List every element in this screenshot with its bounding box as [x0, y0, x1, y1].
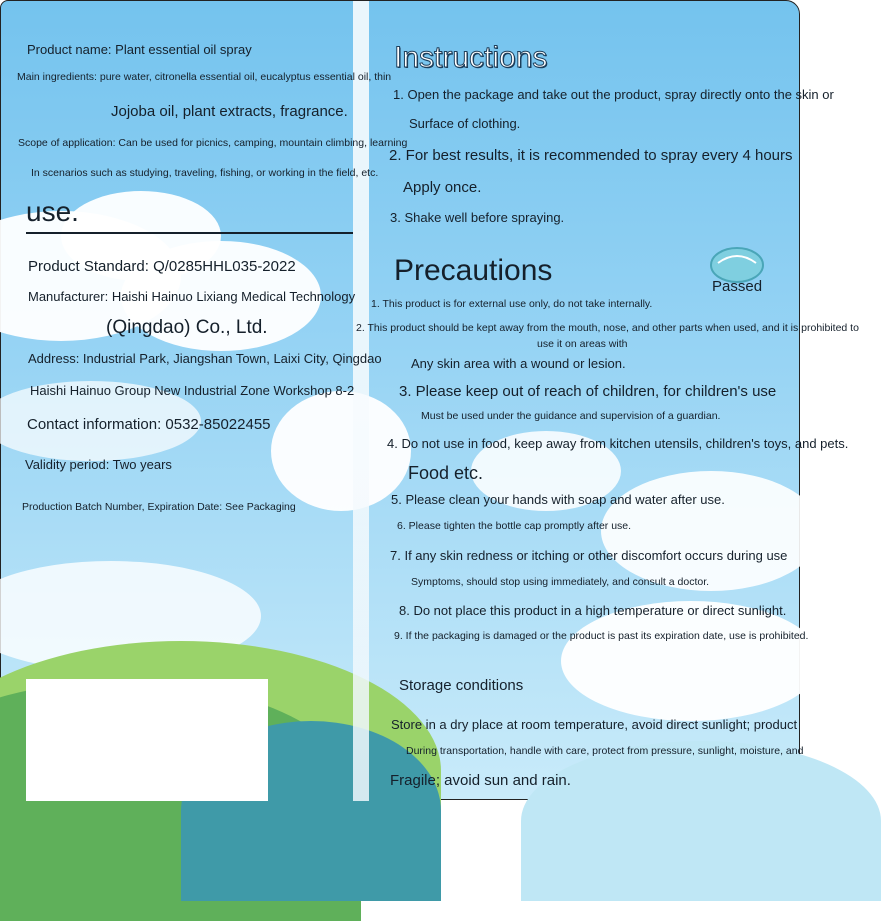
precaution-2b: use it on areas with — [537, 338, 628, 350]
scope-line-1: Scope of application: Can be used for picnics, camping, mountain climbing, learning — [18, 137, 408, 149]
precaution-8: 8. Do not place this product in a high temperature or direct sunlight. — [399, 603, 787, 618]
ingredients-line-2: Jojoba oil, plant extracts, fragrance. — [111, 103, 348, 120]
instruction-2a: 2. For best results, it is recommended to spray every 4 hours — [389, 147, 793, 164]
address-line-1: Address: Industrial Park, Jiangshan Town, Laixi City, Qingdao — [28, 351, 382, 366]
precaution-4a: 4. Do not use in food, keep away from kitchen utensils, children's toys, and pets. — [387, 436, 849, 451]
precaution-6: 6. Please tighten the bottle cap promptly after use. — [397, 520, 632, 532]
storage-line-3: Fragile; avoid sun and rain. — [390, 772, 571, 789]
instructions-title: Instructions — [394, 41, 548, 74]
precaution-3a: 3. Please keep out of reach of children, for children's use — [399, 383, 777, 400]
precaution-7a: 7. If any skin redness or itching or other discomfort occurs during use — [390, 548, 788, 563]
product-standard: Product Standard: Q/0285HHL035-2022 — [28, 258, 296, 275]
product-name: Product name: Plant essential oil spray — [27, 42, 252, 57]
blank-label-area — [26, 679, 268, 801]
validity-period: Validity period: Two years — [25, 457, 172, 472]
precaution-4b: Food etc. — [408, 463, 484, 483]
precaution-3b: Must be used under the guidance and supervision of a guardian. — [421, 410, 721, 422]
precaution-9: 9. If the packaging is damaged or the product is past its expiration date, use is prohibited. — [394, 630, 809, 642]
instruction-1a: 1. Open the package and take out the product, spray directly onto the skin or — [393, 87, 834, 102]
precaution-2c: Any skin area with a wound or lesion. — [411, 356, 626, 371]
ingredients-line-1: Main ingredients: pure water, citronella essential oil, eucalyptus essential oil, thin — [17, 71, 392, 83]
divider-line — [26, 232, 353, 234]
instruction-1b: Surface of clothing. — [409, 116, 521, 131]
use-heading: use. — [26, 196, 79, 227]
hill-right — [521, 741, 881, 901]
precaution-2a: 2. This product should be kept away from the mouth, nose, and other parts when used, and it is prohibited to — [356, 322, 859, 334]
storage-line-2: During transportation, handle with care, protect from pressure, sunlight, moisture, and — [406, 745, 804, 757]
column-gap — [353, 1, 369, 801]
cloud-right-c — [561, 601, 821, 721]
cloud-center — [271, 391, 411, 511]
storage-line-1: Store in a dry place at room temperature, avoid direct sunlight; product — [391, 717, 798, 732]
storage-title: Storage conditions — [399, 677, 524, 694]
cloud-right-b — [601, 471, 821, 591]
address-line-2: Haishi Hainuo Group New Industrial Zone Workshop 8-2 — [30, 383, 355, 398]
precaution-5: 5. Please clean your hands with soap and water after use. — [391, 492, 725, 507]
manufacturer-line-1: Manufacturer: Haishi Hainuo Lixiang Medical Technology — [28, 289, 356, 304]
passed-badge-text: Passed — [712, 278, 763, 295]
instruction-2b: Apply once. — [403, 179, 482, 196]
precaution-1: 1. This product is for external use only, do not take internally. — [371, 298, 653, 310]
contact-information: Contact information: 0532-85022455 — [27, 416, 271, 433]
manufacturer-line-2: (Qingdao) Co., Ltd. — [106, 317, 268, 338]
scope-line-2: In scenarios such as studying, traveling, fishing, or working in the field, etc. — [31, 167, 379, 179]
precaution-7b: Symptoms, should stop using immediately, and consult a doctor. — [411, 576, 710, 588]
batch-number: Production Batch Number, Expiration Date: See Packaging — [22, 501, 296, 513]
precautions-title: Precautions — [394, 254, 553, 287]
instruction-3: 3. Shake well before spraying. — [390, 210, 565, 225]
